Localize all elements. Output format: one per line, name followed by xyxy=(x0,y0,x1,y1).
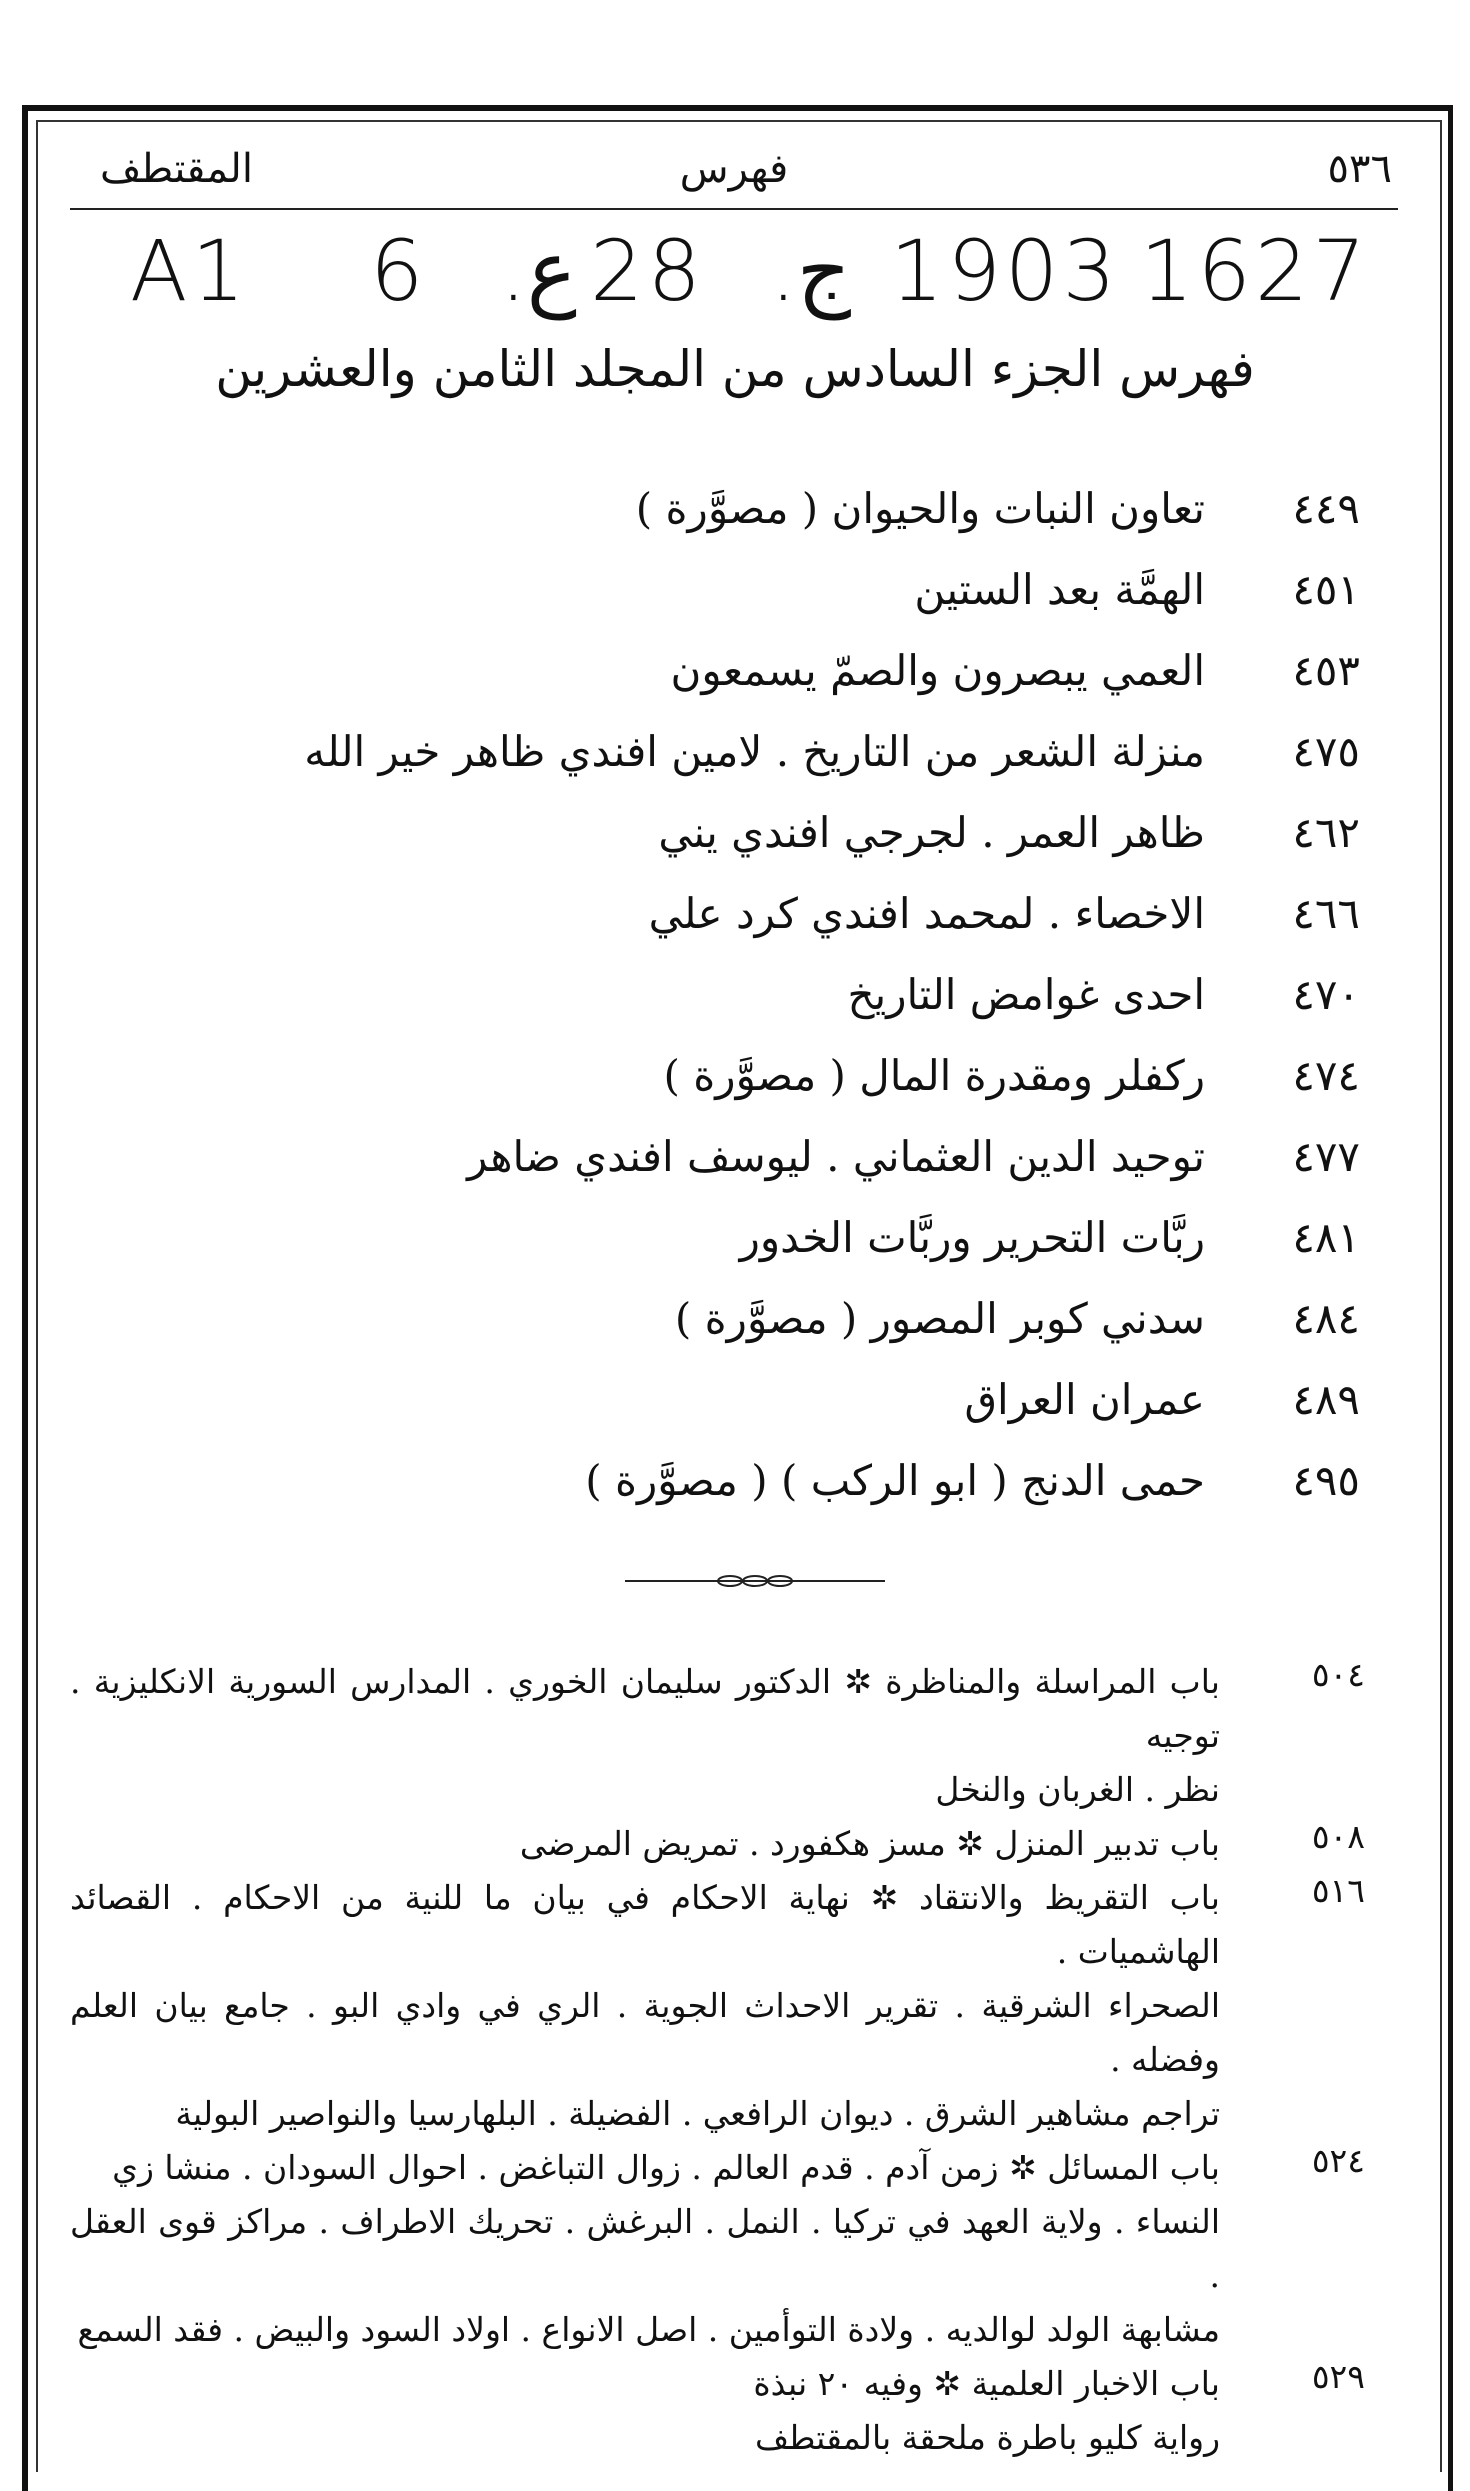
section-text xyxy=(70,2141,1220,2357)
section-line: مشابهة الولد لوالديه . ولادة التوأمين . اصل الانواع . اولاد السود والبيض . فقد السمع xyxy=(77,2310,1220,2349)
entry-page: ٤٤٩ xyxy=(1292,484,1360,533)
entry-page: ٤٨٤ xyxy=(1292,1294,1360,1343)
entry-page: ٤٨١ xyxy=(1292,1213,1360,1262)
header-title: فهرس xyxy=(679,146,789,192)
section-text xyxy=(70,1655,1220,1817)
index-entry xyxy=(0,956,1470,1037)
entry-title: ربَّات التحرير وربَّات الخدور xyxy=(739,1213,1205,1262)
entry-title: العمي يبصرون والصمّ يسمعون xyxy=(670,646,1205,695)
section-entry xyxy=(0,2357,1470,2465)
section-page: ٥٢٩ xyxy=(1311,2357,1365,2396)
entry-title: منزلة الشعر من التاريخ . لامين افندي ظاهر خير الله xyxy=(304,727,1205,776)
index-entry xyxy=(0,470,1470,551)
section-page: ٥٢٤ xyxy=(1311,2141,1365,2180)
index-entry xyxy=(0,1199,1470,1280)
entry-page: ٤٦٦ xyxy=(1292,889,1360,938)
section-line: تراجم مشاهير الشرق . ديوان الرافعي . الفضيلة . البلهارسيا والنواصير البولية xyxy=(175,2094,1220,2133)
entry-page: ٤٧٠ xyxy=(1292,970,1360,1019)
section-line: الصحراء الشرقية . تقرير الاحداث الجوية . الري في وادي البو . جامع بيان العلم وفضله . xyxy=(70,1986,1220,2079)
index-entry xyxy=(0,875,1470,956)
page-number: ٥٣٦ xyxy=(1327,146,1392,192)
section-entry xyxy=(0,1871,1470,2141)
section-page: ٥٠٨ xyxy=(1311,1817,1365,1856)
section-line: باب التقريظ والانتقاد ✲ نهاية الاحكام في بيان ما للنية من الاحكام . القصائد الهاشميات . xyxy=(70,1878,1220,1971)
entry-title: الاخصاء . لمحمد افندي كرد علي xyxy=(648,889,1205,938)
index-entry xyxy=(0,632,1470,713)
section-line: باب المراسلة والمناظرة ✲ الدكتور سليمان الخوري . المدارس السورية الانكليزية . توجيه xyxy=(70,1662,1220,1755)
entry-page: ٤٧٥ xyxy=(1292,727,1360,776)
entry-page: ٤٦٢ xyxy=(1292,808,1360,857)
index-entry xyxy=(0,713,1470,794)
section-entry xyxy=(0,1817,1470,1871)
section-text xyxy=(70,1817,1220,1871)
index-title: فهرس الجزء السادس من المجلد الثامن والعشرين xyxy=(215,340,1255,398)
entry-title: عمران العراق xyxy=(964,1375,1205,1424)
handwriting-token: 1627 xyxy=(1140,222,1370,320)
entry-page: ٤٩٥ xyxy=(1292,1456,1360,1505)
entry-page: ٤٧٧ xyxy=(1292,1132,1360,1181)
index-entries xyxy=(0,470,1470,1523)
index-entry xyxy=(0,1280,1470,1361)
section-line: باب تدبير المنزل ✲ مسز هكفورد . تمريض المرضى xyxy=(519,1824,1220,1863)
section-page: ٥١٦ xyxy=(1311,1871,1365,1910)
handwriting-token: A1 xyxy=(130,222,249,320)
section-line: رواية كليو باطرة ملحقة بالمقتطف xyxy=(754,2418,1220,2457)
handwriting-token: .ع xyxy=(500,222,577,320)
handwriting-token: 6 xyxy=(370,222,428,320)
entry-title: احدى غوامض التاريخ xyxy=(847,970,1205,1019)
ornament-divider xyxy=(625,1573,885,1589)
index-entry xyxy=(0,1118,1470,1199)
section-entry xyxy=(0,1655,1470,1817)
entry-title: توحيد الدين العثماني . ليوسف افندي ضاهر xyxy=(467,1132,1205,1181)
journal-name: المقتطف xyxy=(100,146,253,192)
handwriting-token: .ج xyxy=(770,222,851,320)
section-line: باب الاخبار العلمية ✲ وفيه ٢٠ نبذة xyxy=(753,2364,1220,2403)
section-line: باب المسائل ✲ زمن آدم . قدم العالم . زوال التباغض . احوال السودان . منشا زي xyxy=(112,2148,1220,2187)
section-entry xyxy=(0,2141,1470,2357)
section-list xyxy=(0,1655,1470,2465)
entry-title: ظاهر العمر . لجرجي افندي يني xyxy=(658,808,1205,857)
index-entry xyxy=(0,1037,1470,1118)
section-page: ٥٠٤ xyxy=(1311,1655,1365,1694)
handwriting-token: 28 xyxy=(590,222,705,320)
entry-page: ٤٨٩ xyxy=(1292,1375,1360,1424)
section-line: نظر . الغربان والنخل xyxy=(935,1770,1220,1809)
entry-title: تعاون النبات والحيوان ( مصوَّرة ) xyxy=(635,484,1205,533)
index-entry xyxy=(0,1361,1470,1442)
section-line: النساء . ولاية العهد في تركيا . النمل . البرغش . تحريك الاطراف . مراكز قوى العقل . xyxy=(70,2202,1220,2295)
entry-title: الهمَّة بعد الستين xyxy=(914,565,1205,614)
section-text xyxy=(70,2357,1220,2465)
entry-title: حمى الدنج ( ابو الركب ) ( مصوَّرة ) xyxy=(585,1456,1205,1505)
index-entry xyxy=(0,551,1470,632)
index-entry xyxy=(0,794,1470,875)
section-text xyxy=(70,1871,1220,2141)
entry-page: ٤٥٣ xyxy=(1292,646,1360,695)
entry-page: ٤٧٤ xyxy=(1292,1051,1360,1100)
handwriting-token: 1903 xyxy=(890,222,1120,320)
entry-title: سدني كوبر المصور ( مصوَّرة ) xyxy=(674,1294,1205,1343)
index-entry xyxy=(0,1442,1470,1523)
running-header xyxy=(70,132,1398,210)
entry-page: ٤٥١ xyxy=(1292,565,1360,614)
entry-title: ركفلر ومقدرة المال ( مصوَّرة ) xyxy=(663,1051,1205,1100)
